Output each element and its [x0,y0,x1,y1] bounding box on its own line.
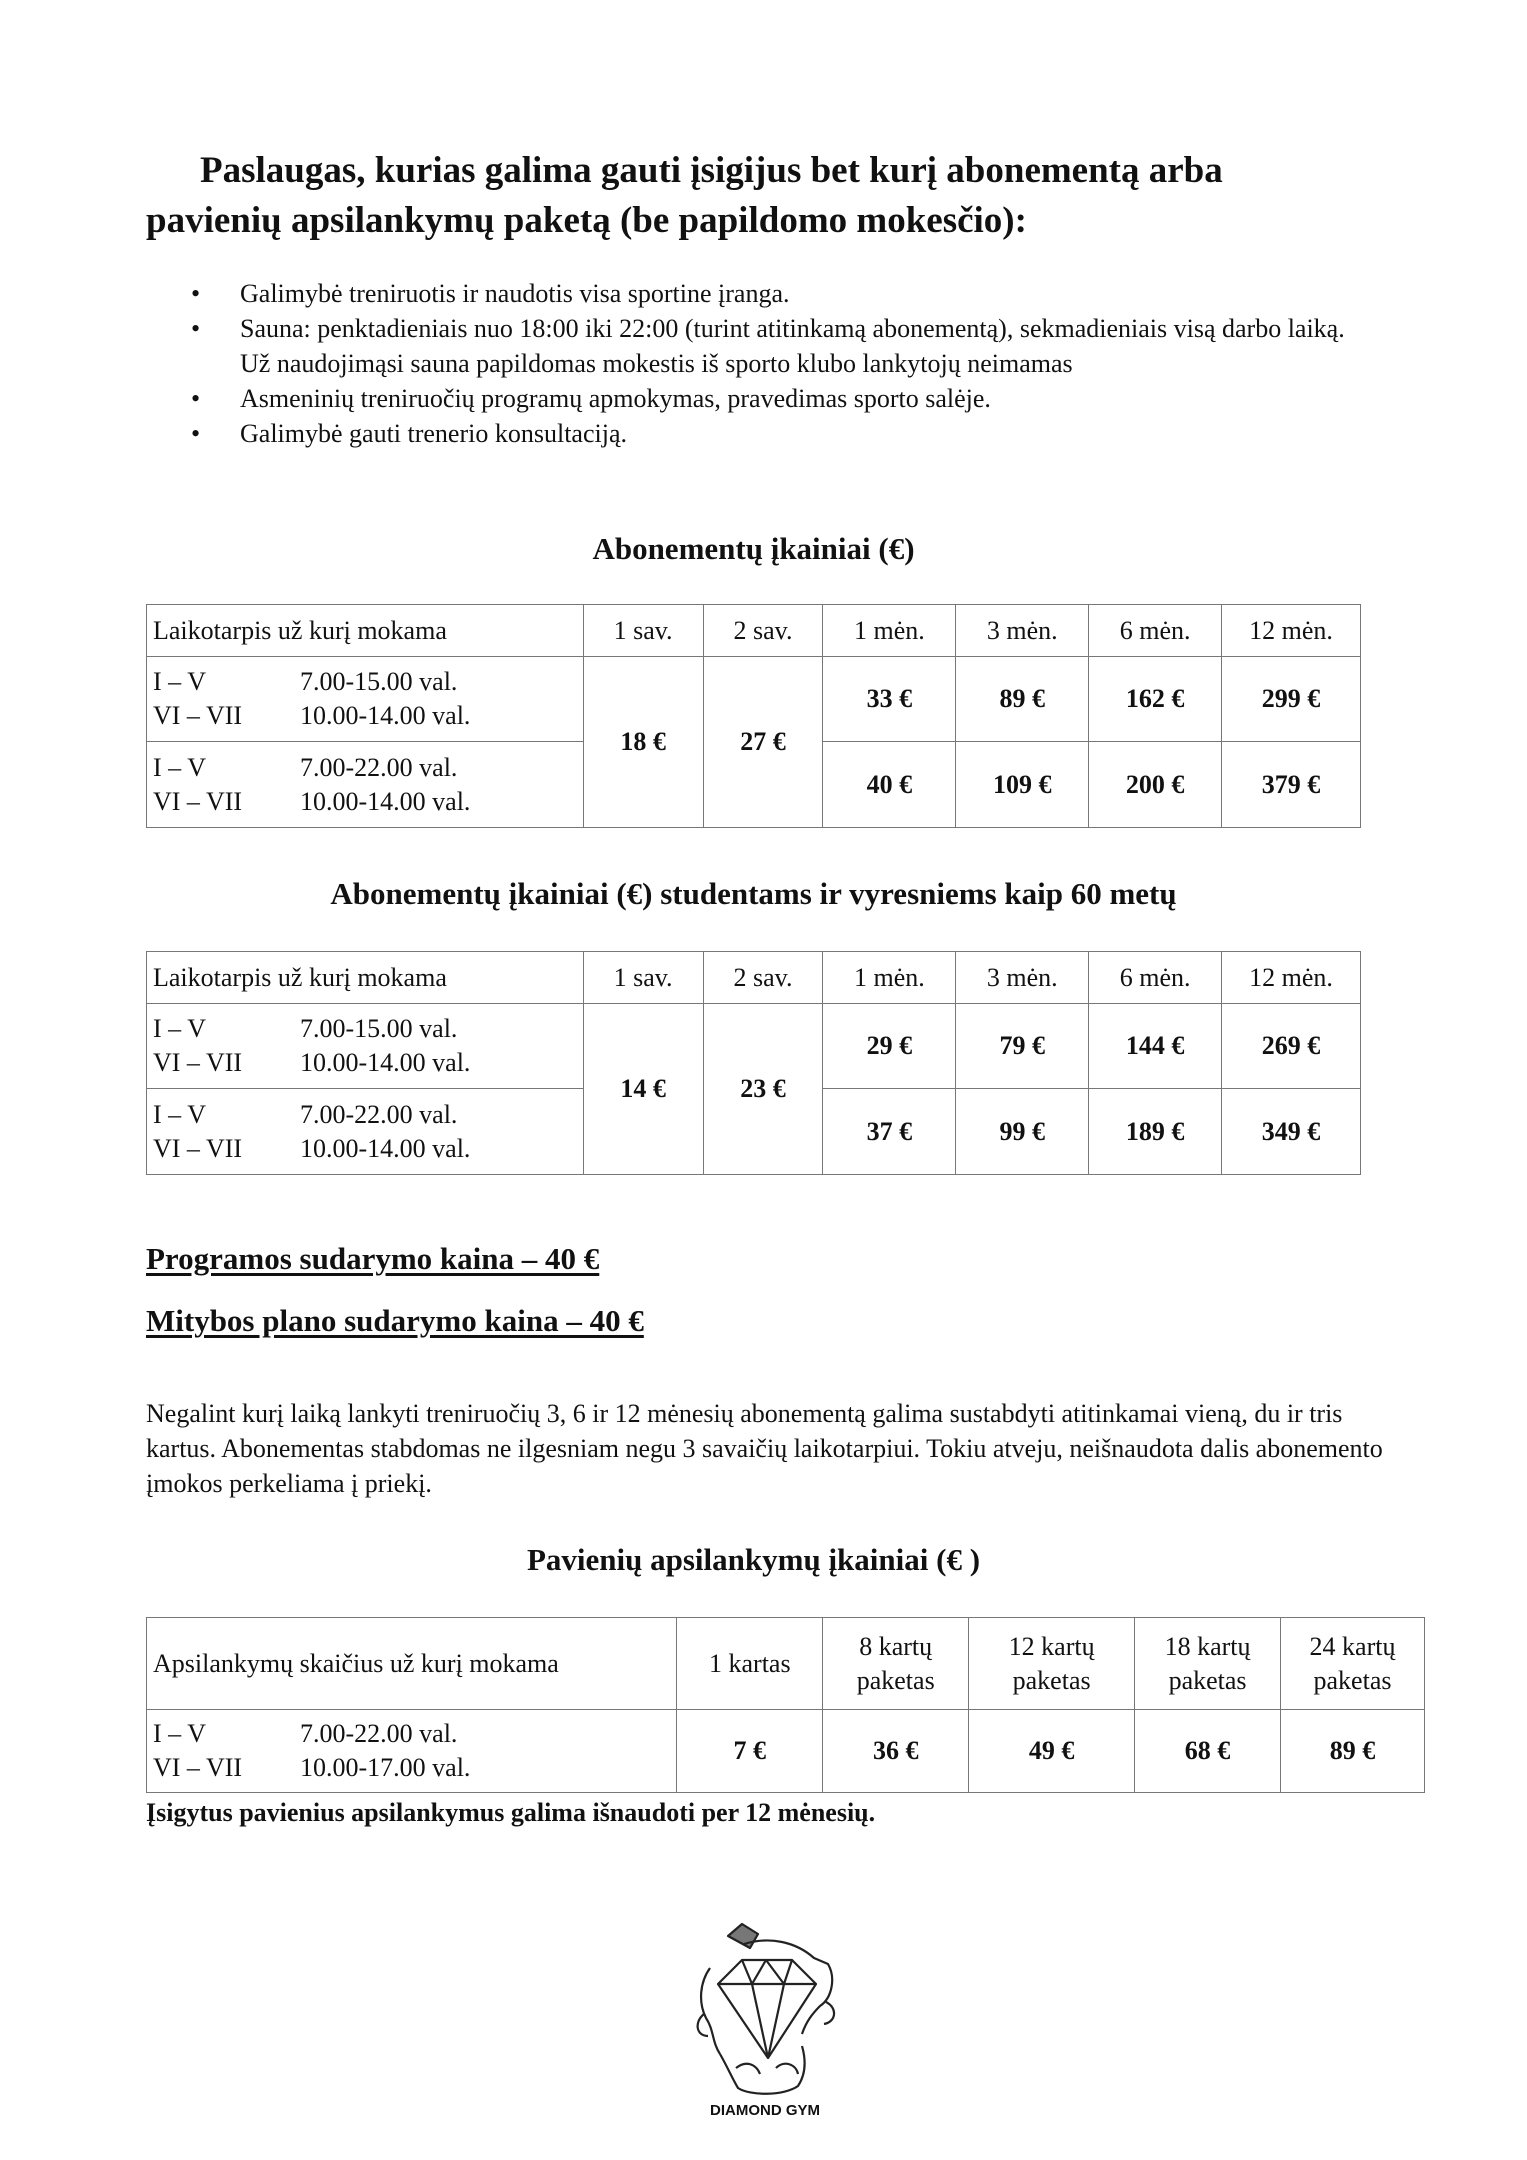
single-visit-price-table [146,1617,1425,1793]
price-cell: 18 € [583,657,703,828]
validity-note: Įsigytus pavienius apsilankymus galima išnaudoti per 12 mėnesių. [146,1798,876,1827]
price-cell: 99 € [956,1089,1089,1175]
column-header: 1 kartas [677,1618,823,1710]
price-cell: 23 € [703,1004,823,1175]
column-header: 3 mėn. [956,605,1089,657]
column-header: 3 mėn. [956,952,1089,1004]
price-cell: 299 € [1222,657,1361,742]
price-cell: 7 € [677,1710,823,1793]
price-cell: 36 € [823,1710,969,1793]
logo-text: DIAMOND GYM [710,2102,820,2119]
table-header-row [147,1618,1425,1710]
column-header: 2 sav. [703,952,823,1004]
price-cell: 162 € [1089,657,1222,742]
price-cell: 144 € [1089,1004,1222,1089]
nutrition-plan-price: Mitybos plano sudarymo kaina – 40 € [146,1303,644,1338]
price-cell: 79 € [956,1004,1089,1089]
list-item: • Asmeninių treniruočių programų apmokymas, pravedimas sporto salėje. [188,381,1368,416]
table-row [147,657,1361,742]
period-cell: I – V 7.00-15.00 val. VI – VII 10.00-14.00 val. [147,657,584,742]
bullet-icon: • [191,279,201,308]
price-cell: 29 € [823,1004,956,1089]
column-header: 12 mėn. [1222,605,1361,657]
column-header: 8 kartų paketas [823,1618,969,1710]
price-cell: 379 € [1222,742,1361,828]
period-cell: I – V 7.00-15.00 val. VI – VII 10.00-14.00 val. [147,1004,584,1089]
price-cell: 349 € [1222,1089,1361,1175]
column-header: 1 sav. [583,605,703,657]
table1-title: Abonementų įkainiai (€) [592,531,915,566]
column-header: 6 mėn. [1089,605,1222,657]
diamond-gym-logo-icon [680,1918,850,2108]
table-row [147,1710,1425,1793]
price-cell: 68 € [1135,1710,1281,1793]
price-cell: 89 € [1281,1710,1425,1793]
column-header: 2 sav. [703,605,823,657]
table-header-row [147,605,1361,657]
price-cell: 89 € [956,657,1089,742]
column-header: 12 kartų paketas [969,1618,1135,1710]
heading-line-1: Paslaugas, kurias galima gauti įsigijus bet kurį abonementą arba [200,150,1223,191]
column-header: 1 mėn. [823,952,956,1004]
price-cell: 40 € [823,742,956,828]
period-cell: I – V 7.00-22.00 val. VI – VII 10.00-14.00 val. [147,1089,584,1175]
period-cell: I – V 7.00-22.00 val. VI – VII 10.00-14.00 val. [147,742,584,828]
services-list [188,276,1368,451]
suspension-paragraph: Negalint kurį laiką lankyti treniruočių 3, 6 ir 12 mėnesių abonementą galima sustabdyti atitinkamai vieną, du ir tris kartus. Abonementas stabdomas ne ilgesniam negu 3 savaičių laikotarpiui. Tokiu atveju, neišnaudota dalis abonemento įmokos perkeliama į priekį. [146,1399,1383,1498]
table2-title: Abonementų įkainiai (€) studentams ir vyresniems kaip 60 metų [330,876,1177,911]
column-header: 12 mėn. [1222,952,1361,1004]
column-header: 1 mėn. [823,605,956,657]
membership-price-table [146,604,1361,828]
column-header: 1 sav. [583,952,703,1004]
list-item: • Galimybė gauti trenerio konsultaciją. [188,416,1368,451]
column-header: Laikotarpis už kurį mokama [147,605,584,657]
column-header: 6 mėn. [1089,952,1222,1004]
price-cell: 27 € [703,657,823,828]
price-cell: 200 € [1089,742,1222,828]
table3-title: Pavienių apsilankymų įkainiai (€ ) [526,1542,981,1577]
column-header: 18 kartų paketas [1135,1618,1281,1710]
price-cell: 37 € [823,1089,956,1175]
bullet-icon: • [191,384,201,413]
list-item: • Sauna: penktadieniais nuo 18:00 iki 22:00 (turint atitinkamą abonementą), sekmadieniais visą darbo laiką. Už naudojimąsi sauna papildomas mokestis iš sporto klubo lankytojų neimamas [188,311,1368,381]
price-cell: 269 € [1222,1004,1361,1089]
column-header: Laikotarpis už kurį mokama [147,952,584,1004]
services-heading [146,146,1396,246]
price-cell: 109 € [956,742,1089,828]
price-cell: 189 € [1089,1089,1222,1175]
column-header: 24 kartų paketas [1281,1618,1425,1710]
bullet-icon: • [191,419,201,448]
price-cell: 14 € [583,1004,703,1175]
table-row [147,1004,1361,1089]
student-senior-price-table [146,951,1361,1175]
bullet-icon: • [191,314,201,343]
list-item: • Galimybė treniruotis ir naudotis visa sportine įranga. [188,276,1368,311]
table-header-row [147,952,1361,1004]
period-cell: I – V 7.00-22.00 val. VI – VII 10.00-17.00 val. [147,1710,677,1793]
column-header: Apsilankymų skaičius už kurį mokama [147,1618,677,1710]
program-price: Programos sudarymo kaina – 40 € [146,1241,600,1276]
heading-line-2: pavienių apsilankymų paketą (be papildomo mokesčio): [146,200,1027,241]
price-cell: 33 € [823,657,956,742]
price-cell: 49 € [969,1710,1135,1793]
